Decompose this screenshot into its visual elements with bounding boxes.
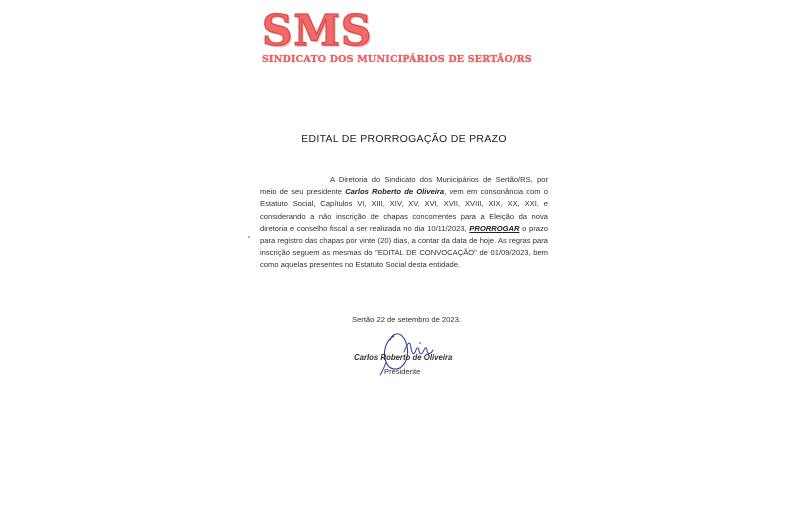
action-word: PRORROGAR [469, 223, 520, 233]
document-body [260, 174, 548, 272]
president-name: Carlos Roberto de Oliveira [345, 187, 445, 197]
signatory-name: Carlos Roberto de Oliveira [354, 353, 453, 362]
organization-name: SINDICATO DOS MUNICIPÁRIOS DE SERTÃO/RS [262, 54, 532, 65]
signatory-role: Presidente [384, 367, 421, 376]
margin-mark [248, 236, 250, 238]
paragraph-part-3: o prazo para registro das chapas por vinte (20) dias, a contar da data de hoje. As regras para inscrição seguem as mesmas do "EDITAL DE CONVOCAÇÃO" de 01/09/2023, bem como aquelas presentes no Estatuto Social desta entidade. [260, 223, 548, 270]
document-title: EDITAL DE PRORROGAÇÃO DE PRAZO [301, 133, 507, 145]
sms-logo [262, 6, 532, 65]
date-line: Sertão 22 de setembro de 2023. [352, 315, 461, 324]
paragraph-part-1: A Diretoria do Sindicato dos Municipários de Sertão/RS, por meio de seu presidente [260, 175, 548, 197]
paragraph-part-2: , vem em consonância com o Estatuto Social, Capítulos VI, XIII, XIV, XV, XVI, XVII, XVIII, XIX, XX, XXI, e considerando a não inscrição de chapas concorrentes para a Eleição da nova diretoria e conselho fiscal a ser realizada no dia 10/11/2023, [260, 187, 548, 233]
logo-text: SMS [262, 6, 373, 55]
body-paragraph [260, 174, 548, 272]
